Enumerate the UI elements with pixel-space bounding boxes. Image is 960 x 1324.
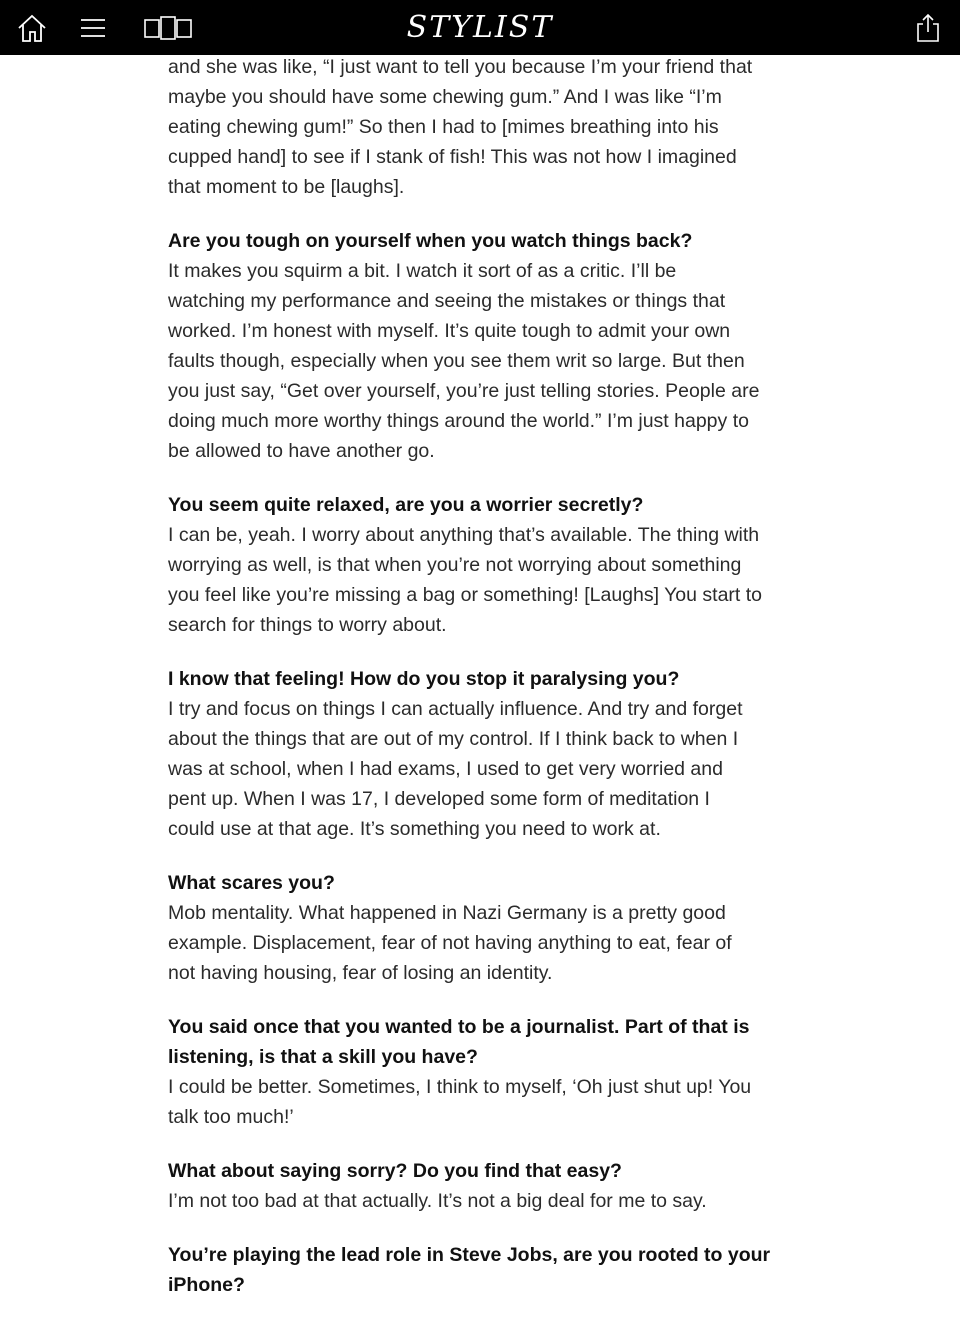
interview-question: What scares you? [168, 872, 335, 894]
article-paragraph: and she was like, “I just want to tell you because I’m your friend that maybe you should have some chewing gum.” And I was like “I’m eating chewing gum!” So then I had to [mimes breathing into his cupped hand] to see if I stank of fish! This was not how I imagined that moment to be [laughs]. [168, 56, 753, 198]
interview-question: Are you tough on yourself when you watch things back? [168, 230, 693, 252]
qa-block [168, 226, 808, 466]
home-button[interactable] [12, 0, 52, 55]
qa-block [168, 1156, 808, 1216]
interview-answer: I try and focus on things I can actually influence. And try and forget about the things that are out of my control. If I think back to when I was at school, when I had exams, I used to get very worried and pent up. When I was 17, I developed some form of meditation I could use at that age. It’s something you need to work at. [168, 698, 743, 840]
top-toolbar [0, 0, 960, 55]
interview-question: What about saying sorry? Do you find that easy? [168, 1160, 622, 1182]
share-icon [914, 13, 942, 43]
article-body [168, 52, 808, 1324]
qa-block [168, 490, 808, 640]
interview-answer: It makes you squirm a bit. I watch it sort of as a critic. I’ll be watching my performance and seeing the mistakes or things that worked. I’m honest with myself. It’s quite tough to admit your own faults though, especially when you see them writ so large. But then you just say, “Get over yourself, you’re just telling stories. People are doing much more worthy things around the world.” I’m just happy to be allowed to have another go. [168, 260, 760, 462]
menu-button[interactable] [76, 0, 110, 55]
interview-answer: I can be, yeah. I worry about anything that’s available. The thing with worrying as well, is that when you’re not worrying about something you feel like you’re missing a bag or something! [Laughs] You start to search for things to worry about. [168, 524, 763, 636]
stylist-logo[interactable]: STYLIST [406, 10, 554, 45]
interview-question: You seem quite relaxed, are you a worrier secretly? [168, 494, 644, 516]
home-icon [16, 12, 48, 44]
qa-block [168, 868, 808, 988]
interview-answer: Mob mentality. What happened in Nazi Germany is a pretty good example. Displacement, fear of not having anything to eat, fear of not having housing, fear of losing an identity. [168, 902, 732, 984]
pages-button[interactable] [138, 0, 198, 55]
interview-question: I know that feeling! How do you stop it paralysing you? [168, 668, 680, 690]
interview-answer: I’m not too bad at that actually. It’s not a big deal for me to say. [168, 1190, 707, 1212]
interview-question: You’re playing the lead role in Steve Jobs, are you rooted to your iPhone? [168, 1244, 771, 1296]
menu-icon [79, 16, 107, 40]
share-button[interactable] [908, 0, 948, 55]
qa-block [168, 664, 808, 844]
qa-block [168, 1012, 808, 1132]
interview-answer: I could be better. Sometimes, I think to myself, ‘Oh just shut up! You talk too much!’ [168, 1076, 752, 1128]
qa-block [168, 1240, 808, 1300]
pages-icon [141, 15, 195, 41]
interview-question: You said once that you wanted to be a journalist. Part of that is listening, is that a skill you have? [168, 1016, 750, 1068]
